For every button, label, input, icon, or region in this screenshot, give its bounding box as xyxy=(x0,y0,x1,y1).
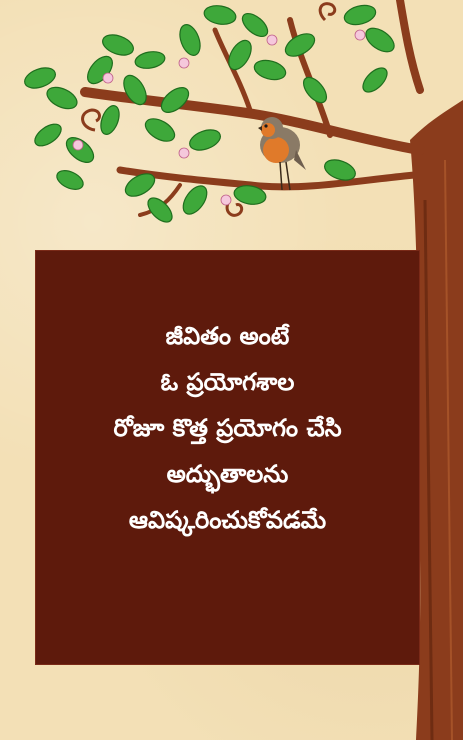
flower xyxy=(179,58,189,68)
quote-line-4: అద్భుతాలను xyxy=(166,460,289,488)
flower xyxy=(221,195,231,205)
leaf xyxy=(299,73,331,106)
leaf xyxy=(359,64,392,97)
quote-line-5: ఆవిష్కరించుకోవడమే xyxy=(128,506,327,534)
flower xyxy=(267,35,277,45)
leaf xyxy=(252,57,288,83)
leaf xyxy=(187,126,223,154)
flower xyxy=(179,148,189,158)
leaf xyxy=(31,120,65,150)
leaf xyxy=(203,3,238,26)
leaf xyxy=(134,50,166,71)
leaf xyxy=(178,182,211,219)
leaf xyxy=(83,52,117,88)
leaf xyxy=(238,9,271,41)
leaf xyxy=(44,83,81,113)
leaf xyxy=(342,2,378,28)
leaf xyxy=(176,22,204,58)
quote-card xyxy=(35,250,420,665)
flower xyxy=(73,140,83,150)
quote-line-2: ఓ ప్రయోగశాల xyxy=(160,368,295,396)
leaf xyxy=(97,103,122,137)
leaf xyxy=(362,23,399,56)
flower xyxy=(355,30,365,40)
leaf xyxy=(100,31,136,59)
quote-line-3: రోజూ కొత్త ప్రయోగం చేసి xyxy=(113,414,342,442)
leaf xyxy=(142,114,179,146)
leaf xyxy=(54,167,86,193)
flower xyxy=(103,73,113,83)
quote-line-1: జీవితం అంటే xyxy=(165,322,290,350)
